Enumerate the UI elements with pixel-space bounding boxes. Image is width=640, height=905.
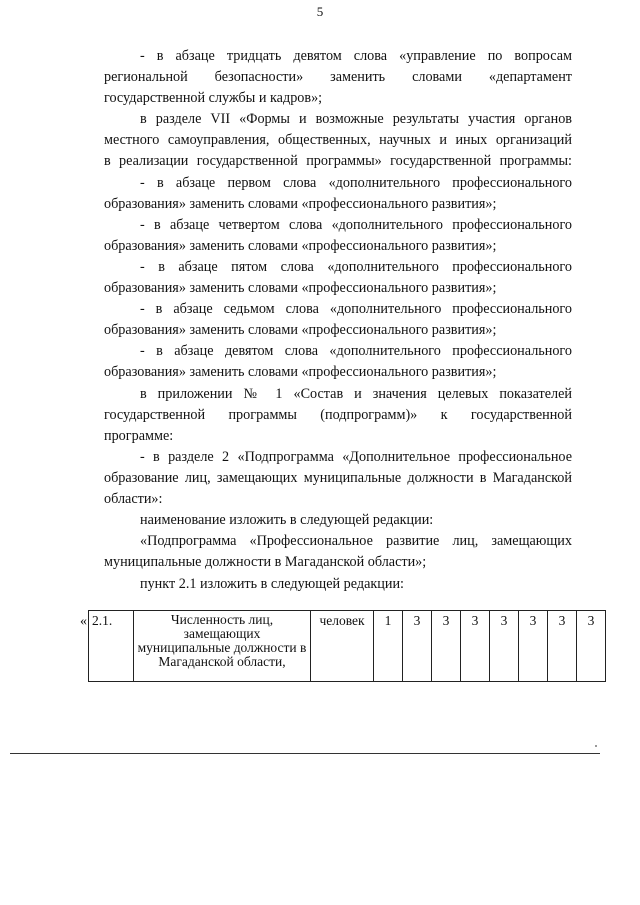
paragraph-line: - в абзаце девятом слова «дополнительного профессионального bbox=[140, 343, 572, 359]
paragraph-line: в реализации государственной программы» государственной программы: bbox=[104, 153, 572, 169]
value-cell: 1 bbox=[374, 611, 403, 682]
paragraph-line: в разделе VII «Формы и возможные результаты участия органов bbox=[140, 111, 572, 127]
paragraph-line: муниципальные должности в Магаданской области»; bbox=[104, 554, 427, 570]
value-cell: 3 bbox=[548, 611, 577, 682]
paragraph-line: региональной безопасности» заменить словами «департамент bbox=[104, 69, 572, 85]
paragraph-line: пункт 2.1 изложить в следующей редакции: bbox=[140, 576, 404, 592]
row-number-cell: 2.1. bbox=[89, 611, 134, 682]
value-cell: 3 bbox=[519, 611, 548, 682]
value-cell: 3 bbox=[432, 611, 461, 682]
paragraph-line: образования» заменить словами «профессионального развития»; bbox=[104, 280, 497, 296]
paragraph bbox=[104, 215, 572, 257]
paragraph bbox=[104, 341, 572, 383]
paragraph-line: - в абзаце пятом слова «дополнительного профессионального bbox=[140, 259, 572, 275]
paragraph-line: - в абзаце первом слова «дополнительного профессионального bbox=[140, 175, 572, 191]
paragraph-line: образования» заменить словами «профессионального развития»; bbox=[104, 196, 497, 212]
paragraph-line: образования» заменить словами «профессионального развития»; bbox=[104, 238, 497, 254]
page-number: 5 bbox=[316, 4, 324, 19]
paragraph-line: образование лиц, замещающих муниципальные должности в Магаданской bbox=[104, 470, 572, 486]
paragraph-line: наименование изложить в следующей редакции: bbox=[140, 512, 434, 528]
paragraph bbox=[104, 574, 572, 595]
footer-divider bbox=[10, 753, 600, 754]
paragraph-line: области»: bbox=[104, 491, 163, 507]
paragraph-line: «Подпрограмма «Профессиональное развитие лиц, замещающих bbox=[140, 533, 572, 549]
paragraph-line: в приложении № 1 «Состав и значения целевых показателей bbox=[140, 386, 572, 402]
table-opening-quote: « bbox=[80, 614, 87, 629]
paragraph-line: образования» заменить словами «профессионального развития»; bbox=[104, 364, 497, 380]
paragraph-line: - в абзаце четвертом слова «дополнительного профессионального bbox=[140, 217, 572, 233]
indicator-name-cell: Численность лиц, замещающих муниципальные должности в Магаданской области, bbox=[134, 611, 311, 682]
paragraph bbox=[104, 257, 572, 299]
value-cell: 3 bbox=[461, 611, 490, 682]
value-cell: 3 bbox=[490, 611, 519, 682]
paragraph bbox=[104, 299, 572, 341]
value-cell: 3 bbox=[403, 611, 432, 682]
paragraph bbox=[104, 531, 572, 573]
paragraph bbox=[104, 447, 572, 510]
paragraph-line: местного самоуправления, общественных, научных и иных организаций bbox=[104, 132, 572, 148]
paragraph-line: - в разделе 2 «Подпрограмма «Дополнительное профессиональное bbox=[140, 449, 572, 465]
paragraph-line: - в абзаце седьмом слова «дополнительного профессионального bbox=[140, 301, 572, 317]
value-cell: 3 bbox=[577, 611, 606, 682]
paragraph bbox=[104, 46, 572, 109]
paragraph bbox=[104, 384, 572, 447]
paragraph bbox=[104, 109, 572, 172]
paragraph bbox=[104, 510, 572, 531]
paragraph-line: образования» заменить словами «профессионального развития»; bbox=[104, 322, 497, 338]
paragraph-line: государственной программы (подпрограмм)» к государственной bbox=[104, 407, 572, 423]
paragraph-line: государственной службы и кадров»; bbox=[104, 90, 323, 106]
table-row bbox=[89, 611, 606, 682]
paragraph-line: программе: bbox=[104, 428, 174, 444]
indicator-table bbox=[88, 610, 606, 682]
paragraph-line: - в абзаце тридцать девятом слова «управление по вопросам bbox=[140, 48, 572, 64]
scan-artifact bbox=[595, 745, 597, 747]
paragraph bbox=[104, 173, 572, 215]
unit-cell: человек bbox=[311, 611, 374, 682]
